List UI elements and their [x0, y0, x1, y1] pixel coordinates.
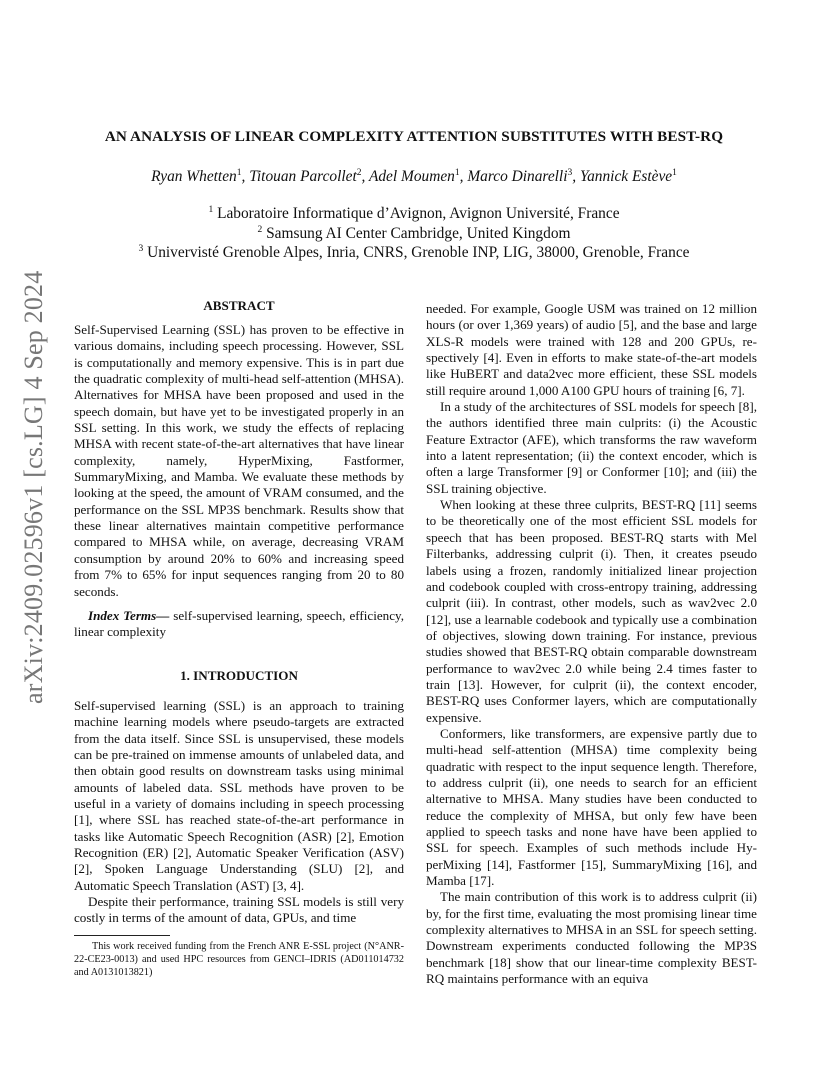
introduction-body: [74, 698, 404, 927]
affiliation-text: Samsung AI Center Cambridge, United Kingdom: [266, 225, 571, 242]
author: Yannick Estève: [579, 168, 673, 185]
affiliation-text: Laboratoire Informatique d’Avignon, Avignon Université, France: [217, 205, 620, 222]
author: Titouan Parcollet: [249, 168, 357, 185]
paragraph: In a study of the architectures of SSL models for speech [8], the authors identified three main culprits: (i) the Acoustic Feature Extractor (AFE), which transforms the raw waveform into a latent representation; (ii) the context encoder, which is often a large Transformer [9] or Conformer [10]; and (iii) the SSL training objective.: [426, 399, 757, 496]
arxiv-identifier[interactable]: arXiv:2409.02596v1 [cs.LG] 4 Sep 2024: [19, 270, 48, 704]
paragraph: The main contribution of this work is to address culprit (ii) by, for the first time, evaluating the most promising linear time complexity alternatives to MHSA in an SSL for speech setting. Downstream experiments conducted following the MP3S benchmark [18] show that our linear-time complexity BEST-RQ maintains performance with an equiva: [426, 889, 757, 987]
index-terms-text: self-supervised learning, speech, efficiency, linear complexity: [74, 608, 404, 640]
index-terms-label: Index Terms: [88, 608, 157, 623]
paragraph: Conformers, like transformers, are expensive partly due to multi-head self-attention (MHSA) time complexity being quadratic with respect to the input sequence length. Therefore, to address culprit (ii), one needs to search for an efficient alternative to MHSA. Many studies have been conducted to reduce the complexity of MHSA, but only few have been applied to speech tasks and none have have been applied to SSL for speech. Examples of such methods include HyperMixing [14], Fastformer [15], SummaryMixing [16], and Mamba [17].: [426, 725, 757, 889]
abstract-text: Self-Supervised Learning (SSL) has proven to be effective in various domains, including speech processing. However, SSL is computationally and memory expensive. This is in part due the quadratic complexity of multi-head self-attention (MHSA). Alternatives for MHSA have been proposed and used in the speech domain, but have yet to be investigated properly in an SSL setting. In this work, we study the effects of replacing MHSA with recent state-of-the-art alternatives that have linear complexity, namely, HyperMixing, Fastformer, SummaryMixing, and Mamba. We evaluate these methods by looking at the speed, the amount of VRAM consumed, and the performance on the SSL MP3S benchmark. Results show that these linear alternatives maintain competitive performance compared to MHSA while, on average, decreasing VRAM consumption by around 20% to 60% and increasing speed from 7% to 65% for input sequences ranging from 20 to 80 seconds.: [74, 322, 404, 599]
affiliation-mark: 2: [356, 167, 362, 178]
footnote: [74, 940, 404, 979]
author: Adel Moumen: [368, 168, 455, 185]
author-list: Ryan Whetten$^1$, Titouan Parcollet$^2$, Adel Moumen$^1$, Marco Dinarelli$^3$, Yannick Estève$^1$: [151, 167, 677, 185]
paper-title: AN ANALYSIS OF LINEAR COMPLEXITY ATTENTION SUBSTITUTES WITH BEST-RQ: [104, 128, 724, 145]
affiliation-number: 3: [138, 243, 144, 254]
affiliation-number: 1: [208, 204, 214, 215]
affiliation-mark: 3: [567, 167, 573, 178]
affiliation-mark: 1: [236, 167, 242, 178]
affiliation-number: 2: [257, 224, 263, 235]
paragraph: When looking at these three culprits, BEST-RQ [11] seems to be theoretically one of the most efficient SSL models for speech that has been proposed. BEST-RQ starts with Mel Filterbanks, addressing culprit (i). Then, it creates pseudo labels using a frozen, randomly initialized linear projection and codebook coupled with cross-entropy training, addressing culprit (iii). In contrast, other models, such as wav2vec 2.0 [12], use a learnable codebook and typically use a combination of objectives, slowing down training. For instance, previous studies showed that BEST-RQ obtain comparable downstream performance to wav2vec 2.0 while being 2.4 times faster to train [13]. However, for culprit (ii), the context encoder, BEST-RQ uses Conformer layers, which are computationally expensive.: [426, 497, 757, 725]
affiliation-line: [60, 244, 768, 262]
right-column: [426, 301, 757, 987]
paragraph: needed. For example, Google USM was trained on 12 million hours (or over 1,369 years) of audio [5], and the base and large XLS-R models were trained with 128 and 200 GPUs, respectively [4]. Even in efforts to make state-of-the-art models like HuBERT and data2vec more efficient, these SSL models still require around 1,000 A100 GPU hours of training [6, 7].: [426, 301, 757, 398]
author: Ryan Whetten: [151, 168, 237, 185]
affiliation-mark: 1: [672, 167, 677, 178]
paragraph: Despite their performance, training SSL models is still very costly in terms of the amount of data, GPUs, and time: [74, 894, 404, 926]
index-terms: Index Terms— self-supervised learning, speech, efficiency, linear complexity: [74, 608, 404, 640]
abstract-heading: ABSTRACT: [203, 298, 275, 313]
affiliation-text: Univervisté Grenoble Alpes, Inria, CNRS, Grenoble INP, LIG, 38000, Grenoble, France: [147, 244, 690, 261]
introduction-heading: 1. INTRODUCTION: [180, 668, 298, 683]
paragraph: Self-supervised learning (SSL) is an approach to training machine learning models where pseudo-targets are extracted from the data itself. Since SSL is unsupervised, these models can be pre-trained on immense amounts of unlabeled data, and then obtain good results on downstream tasks using minimal amounts of labeled data. SSL methods have proven to be useful in a variety of domains including in speech processing [1], where SSL has reached state-of-the-art performance in tasks like Automatic Speech Recognition (ASR) [2], Emotion Recognition (ER) [2], Automatic Speaker Verification (ASV) [2], Spoken Language Understanding (SLU) [2], and Automatic Speech Translation (AST) [3, 4].: [74, 698, 404, 893]
author: Marco Dinarelli: [467, 168, 568, 185]
footnote-rule: [74, 935, 170, 936]
footnote-text: This work received funding from the French ANR E-SSL project (N°ANR-22-CE23-0013) and used HPC resources from GENCI–IDRIS (AD011014732 and A0131013821): [74, 941, 404, 978]
affiliation-line: [60, 225, 768, 243]
affiliation-line: [60, 205, 768, 223]
abstract-body: [74, 322, 404, 600]
affiliation-mark: 1: [454, 167, 460, 178]
